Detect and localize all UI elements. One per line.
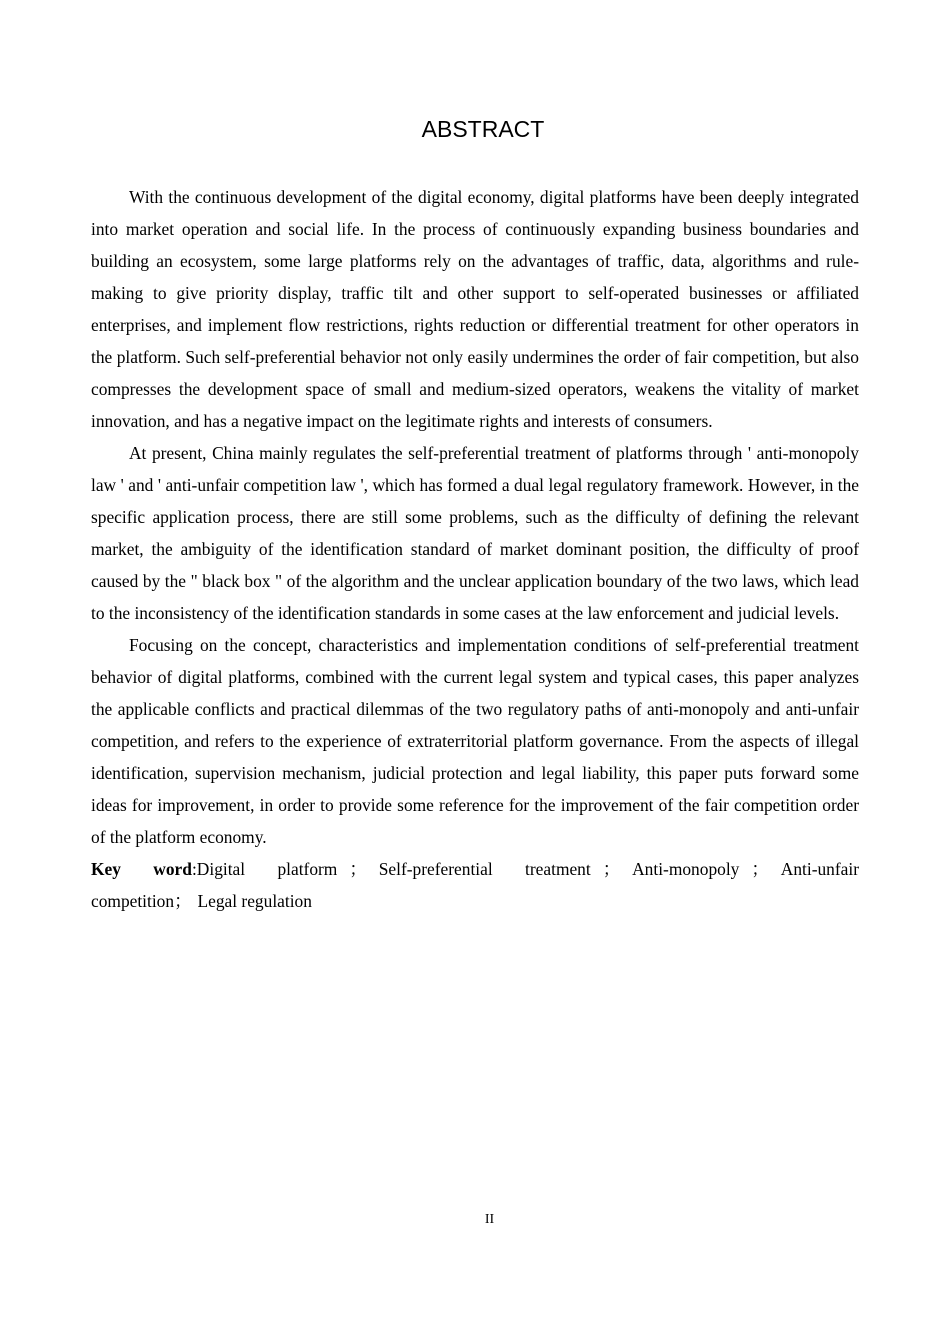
abstract-body bbox=[91, 181, 859, 917]
keyword-item: Anti-unfair competition bbox=[91, 859, 860, 911]
keywords-colon: : bbox=[191, 859, 197, 879]
abstract-paragraph-2: At present, China mainly regulates the self-preferential treatment of platforms through ' anti-monopoly law ' and ' anti-unfair competition law ', which has formed a dual legal regulatory framework. However, in the specific application process, there are still some problems, such as the difficulty of defining the relevant market, the ambiguity of the identification standard of market dominant position, the difficulty of proof caused by the " black box " of the algorithm and the unclear application boundary of the two laws, which lead to the inconsistency of the identification standards in some cases at the law enforcement and judicial levels. bbox=[91, 443, 859, 623]
abstract-paragraph-1: With the continuous development of the digital economy, digital platforms have been deeply integrated into market operation and social life. In the process of continuously expanding business boundaries and building an ecosystem, some large platforms rely on the advantages of traffic, data, algorithms and rule-making to give priority display, traffic tilt and other support to self-operated businesses or affiliated enterprises, and implement flow restrictions, rights reduction or differential treatment for other operators in the platform. Such self-preferential behavior not only easily undermines the order of fair competition, but also compresses the development space of small and medium-sized operators, weakens the vitality of market innovation, and has a negative impact on the legitimate rights and interests of consumers. bbox=[91, 187, 859, 431]
abstract-paragraph-3: Focusing on the concept, characteristics and implementation conditions of self-preferential treatment behavior of digital platforms, combined with the current legal system and typical cases, this paper analyzes the applicable conflicts and practical dilemmas of the two regulatory paths of anti-monopoly and anti-unfair competition, and refers to the experience of extraterritorial platform governance. From the aspects of illegal identification, supervision mechanism, judicial protection and legal liability, this paper puts forward some ideas for improvement, in order to provide some reference for the improvement of the fair competition order of the platform economy. bbox=[91, 635, 859, 847]
keyword-item: Anti-monopoly bbox=[632, 859, 740, 879]
keyword-separator: ； bbox=[602, 859, 621, 879]
keywords-line bbox=[91, 853, 859, 917]
page-number: II bbox=[484, 1212, 495, 1227]
keyword-separator: ； bbox=[174, 891, 192, 911]
keywords-label: Key word bbox=[91, 859, 192, 879]
keyword-separator: ； bbox=[349, 859, 367, 879]
keyword-item: Legal regulation bbox=[197, 891, 312, 911]
page-title: ABSTRACT bbox=[421, 116, 545, 142]
keyword-item: Self-preferential treatment bbox=[378, 859, 591, 879]
keyword-item: Digital platform bbox=[196, 859, 338, 879]
keyword-separator: ； bbox=[751, 859, 769, 879]
